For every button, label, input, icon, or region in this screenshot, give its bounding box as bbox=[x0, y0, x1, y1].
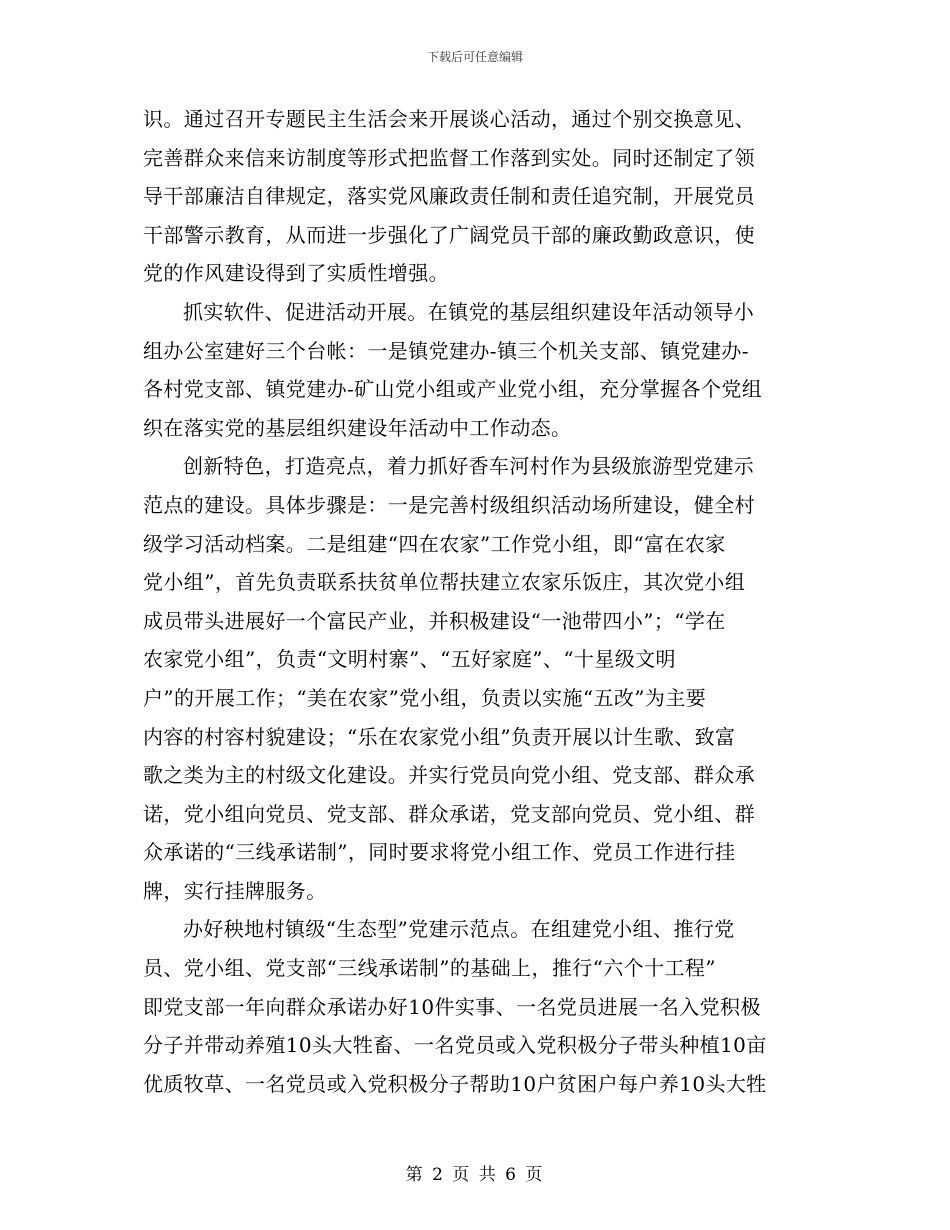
page-header: 下载后可任意编辑 bbox=[426, 50, 523, 64]
body-text-line: 织在落实党的基层组织建设年活动中工作动态。 bbox=[143, 415, 572, 440]
body-text-line: 牌，实行挂牌服务。 bbox=[143, 878, 327, 903]
body-text-line: 党的作风建设得到了实质性增强。 bbox=[143, 261, 449, 286]
body-text-line: 范点的建设。具体步骤是：一是完善村级组织活动场所建设，健全村 bbox=[143, 492, 755, 517]
body-text-line: 歌之类为主的村级文化建设。并实行党员向党小组、党支部、群众承 bbox=[143, 763, 755, 788]
body-text-line: 户”的开展工作；“美在农家”党小组，负责以实施“五改”为主要 bbox=[143, 685, 707, 710]
body-text-line: 干部警示教育，从而进一步强化了广阔党员干部的廉政勤政意识，使 bbox=[143, 222, 755, 247]
body-text-line: 抓实软件、促进活动开展。在镇党的基层组织建设年活动领导小 bbox=[183, 299, 755, 324]
body-text-line: 党小组”，首先负责联系扶贫单位帮扶建立农家乐饭庄，其次党小组 bbox=[143, 570, 746, 595]
document-body bbox=[143, 100, 811, 1103]
body-text-line: 农家党小组”，负责“文明村寨”、“五好家庭”、“十星级文明 bbox=[143, 647, 676, 672]
body-text-line: 内容的村容村貌建设；“乐在农家党小组”负责开展以计生歌、致富 bbox=[143, 724, 736, 749]
page-footer: 第 2 页 共 6 页 bbox=[405, 1165, 545, 1185]
body-text-line: 办好秧地村镇级“生态型”党建示范点。在组建党小组、推行党 bbox=[183, 917, 735, 942]
body-text-line: 成员带头进展好一个富民产业，并积极建设“一池带四小”；“学在 bbox=[143, 608, 726, 633]
body-text-line: 各村党支部、镇党建办-矿山党小组或产业党小组，充分掌握各个党组 bbox=[143, 377, 763, 402]
body-text-line: 导干部廉洁自律规定，落实党风廉政责任制和责任追究制，开展党员 bbox=[143, 184, 755, 209]
body-text-line: 级学习活动档案。二是组建“四在农家”工作党小组，即“富在农家 bbox=[143, 531, 726, 556]
body-text-line: 分子并带动养殖10头大牲畜、一名党员或入党积极分子带头种植10亩 bbox=[143, 1033, 767, 1058]
body-text-line: 识。通过召开专题民主生活会来开展谈心活动，通过个别交换意见、 bbox=[143, 107, 755, 131]
body-text-line: 众承诺的“三线承诺制”，同时要求将党小组工作、党员工作进行挂 bbox=[143, 840, 736, 865]
body-text-line: 员、党小组、党支部“三线承诺制”的基础上，推行“六个十工程” bbox=[143, 956, 716, 981]
body-text-line: 完善群众来信来访制度等形式把监督工作落到实处。同时还制定了领 bbox=[143, 145, 755, 170]
body-text-line: 优质牧草、一名党员或入党积极分子帮助10户贫困户每户养10头大牲 bbox=[143, 1071, 767, 1096]
body-text-line: 即党支部一年向群众承诺办好10件实事、一名党员进展一名入党积极 bbox=[143, 994, 761, 1019]
body-text-line: 组办公室建好三个台帐：一是镇党建办-镇三个机关支部、镇党建办- bbox=[143, 338, 749, 363]
body-text-line: 诺，党小组向党员、党支部、群众承诺，党支部向党员、党小组、群 bbox=[143, 801, 755, 826]
body-text-line: 创新特色，打造亮点，着力抓好香车河村作为县级旅游型党建示 bbox=[183, 454, 755, 479]
